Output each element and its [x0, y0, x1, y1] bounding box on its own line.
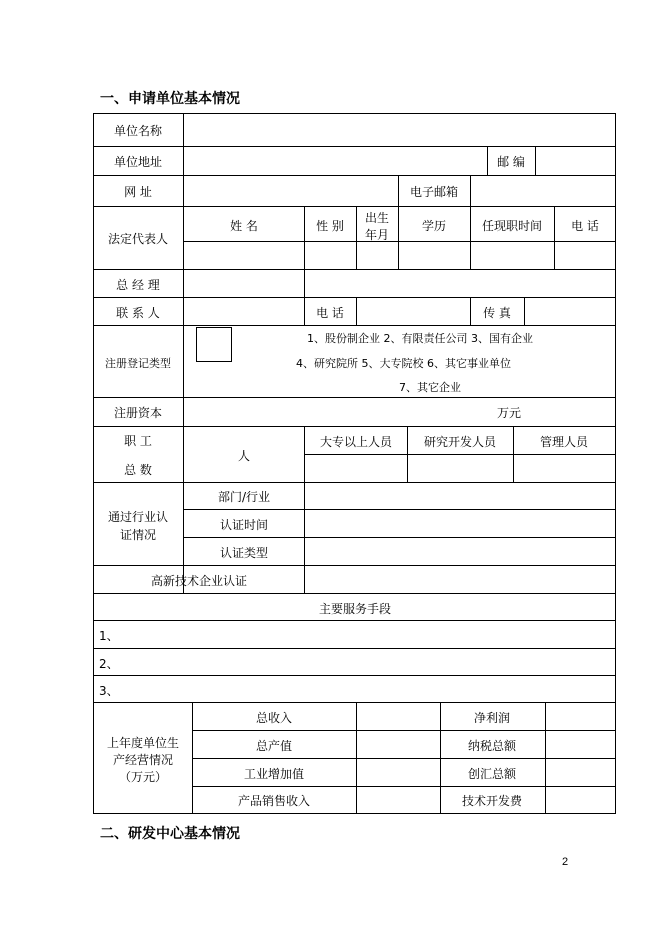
hitech-label: 高新技术企业认证 — [150, 574, 248, 588]
service-item-2: 2、 — [99, 657, 119, 671]
service-item-3: 3、 — [99, 684, 119, 698]
tenure-col-header: 任现职时间 — [481, 219, 543, 233]
wan-yuan-unit: 万元 — [497, 406, 522, 420]
revenue-label: 总收入 — [255, 711, 293, 725]
prod-label-line1: 上年度单位生 — [106, 736, 180, 750]
staff-label-line2: 总 数 — [124, 463, 152, 477]
tax-paid-label: 纳税总额 — [467, 739, 517, 753]
reg-capital-label: 注册资本 — [113, 406, 163, 420]
college-above-header: 大专以上人员 — [319, 435, 393, 449]
contact-label: 联 系 人 — [116, 306, 160, 320]
cert-type-label: 认证类型 — [219, 546, 269, 560]
rd-staff-header: 研究开发人员 — [423, 435, 497, 449]
contact-phone-label: 电 话 — [316, 306, 344, 320]
email-label: 电子邮箱 — [409, 185, 459, 199]
cert-label-line1: 通过行业认 — [107, 510, 169, 524]
cert-label-line2: 证情况 — [119, 528, 157, 542]
cert-time-label: 认证时间 — [219, 518, 269, 532]
page-number: 2 — [562, 856, 569, 868]
unit-address-label: 单位地址 — [113, 155, 163, 169]
dept-label: 部门/行业 — [217, 490, 271, 504]
managers-header: 管理人员 — [539, 435, 589, 449]
phone-col-header: 电 话 — [571, 219, 599, 233]
reg-options-line3: 7、其它企业 — [399, 381, 461, 394]
postcode-label: 邮 编 — [497, 155, 525, 169]
education-col-header: 学历 — [421, 219, 447, 233]
birth-col-header-line1: 出生 — [364, 211, 390, 225]
output-label: 总产值 — [255, 739, 293, 753]
fax-label: 传 真 — [483, 306, 511, 320]
main-service-label: 主要服务手段 — [318, 602, 392, 616]
prod-label-line3: （万元） — [118, 770, 168, 784]
gm-label: 总 经 理 — [116, 278, 160, 292]
net-profit-label: 净利润 — [473, 711, 511, 725]
birth-col-header-line2: 年月 — [364, 228, 390, 242]
name-col-header: 姓 名 — [230, 219, 258, 233]
reg-type-label: 注册登记类型 — [105, 357, 171, 370]
reg-options-line2: 4、研究院所 5、大专院校 6、其它事业单位 — [296, 357, 511, 370]
service-item-1: 1、 — [99, 629, 119, 643]
product-sales-label: 产品销售收入 — [237, 794, 311, 808]
section2-heading: 二、研发中心基本情况 — [100, 826, 240, 842]
tech-dev-label: 技术开发费 — [461, 794, 523, 808]
reg-type-checkbox[interactable] — [196, 327, 232, 362]
reg-options-line1: 1、股份制企业 2、有限责任公司 3、国有企业 — [307, 332, 533, 345]
gender-col-header: 性 别 — [316, 219, 344, 233]
staff-label-line1: 职 工 — [124, 434, 152, 448]
prod-label-line2: 产经营情况 — [112, 753, 174, 767]
legal-rep-label: 法定代表人 — [107, 232, 169, 246]
industrial-add-label: 工业增加值 — [243, 767, 305, 781]
person-unit: 人 — [237, 449, 251, 463]
forex-label: 创汇总额 — [467, 767, 517, 781]
unit-name-label: 单位名称 — [113, 124, 163, 138]
section1-heading: 一、申请单位基本情况 — [100, 91, 240, 107]
website-label: 网 址 — [124, 185, 152, 199]
